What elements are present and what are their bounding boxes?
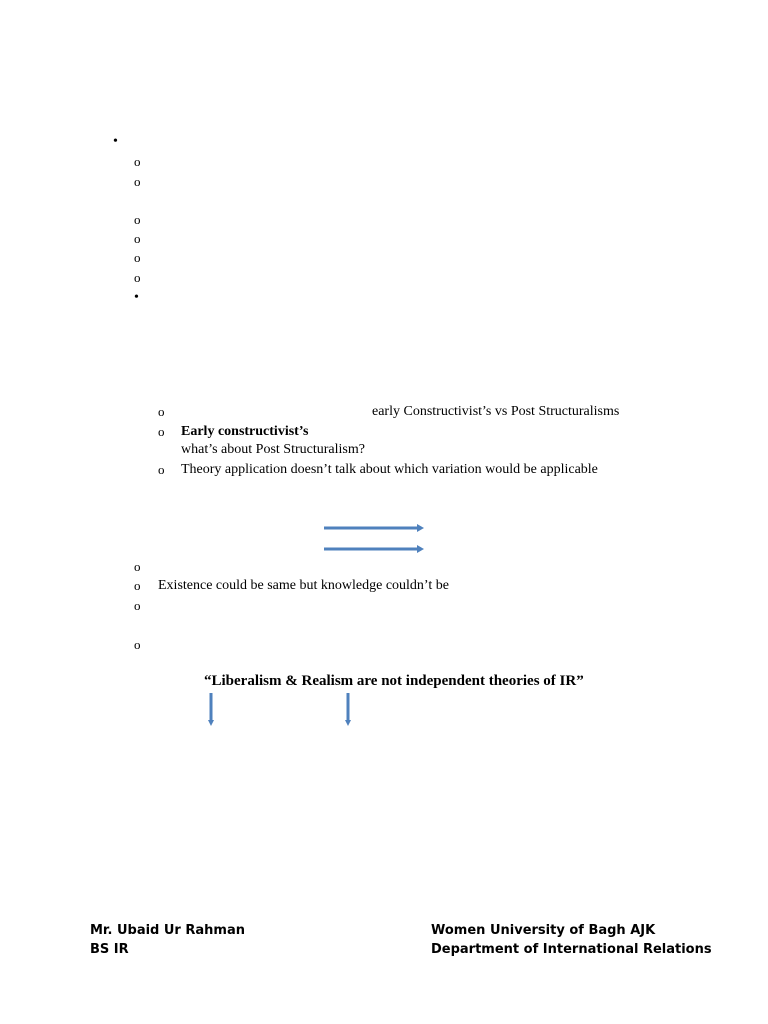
early-constructivists-heading: Early constructivist’s [181,424,309,439]
bullet-circle-marker: o [134,174,141,189]
post-structuralism-question: what’s about Post Structuralism? [181,442,365,457]
bullet-circle-marker: o [158,404,165,419]
bullet-circle-marker: o [134,598,141,613]
footer-university: Women University of Bagh AJK [431,923,656,938]
bullet-circle-marker: o [134,270,141,285]
bullet-disc-marker: • [113,134,118,149]
existence-knowledge-line: Existence could be same but knowledge couldn’t be [158,578,449,593]
bullet-circle-marker: o [158,424,165,439]
down-arrow-icon [205,692,217,728]
bullet-disc-marker: • [134,290,139,305]
footer-right [431,921,712,959]
theory-application-line: Theory application doesn’t talk about which variation would be applicable [181,462,598,477]
bullet-circle-marker: o [134,231,141,246]
bullet-circle-marker: o [134,637,141,652]
footer-program: BS IR [90,942,129,957]
right-arrow-icon [323,522,425,534]
bullet-circle-marker: o [134,250,141,265]
quote-heading: “Liberalism & Realism are not independent theories of IR” [204,673,584,689]
right-arrow-icon [323,543,425,555]
bullet-circle-marker: o [158,462,165,477]
comparison-line: early Constructivist’s vs Post Structuralisms [372,404,620,419]
bullet-circle-marker: o [134,559,141,574]
footer-author: Mr. Ubaid Ur Rahman [90,923,245,938]
bullet-circle-marker: o [134,154,141,169]
footer-department: Department of International Relations [431,942,712,957]
down-arrow-icon [342,692,354,728]
footer-left [90,921,245,959]
bullet-circle-marker: o [134,578,141,593]
bullet-circle-marker: o [134,212,141,227]
